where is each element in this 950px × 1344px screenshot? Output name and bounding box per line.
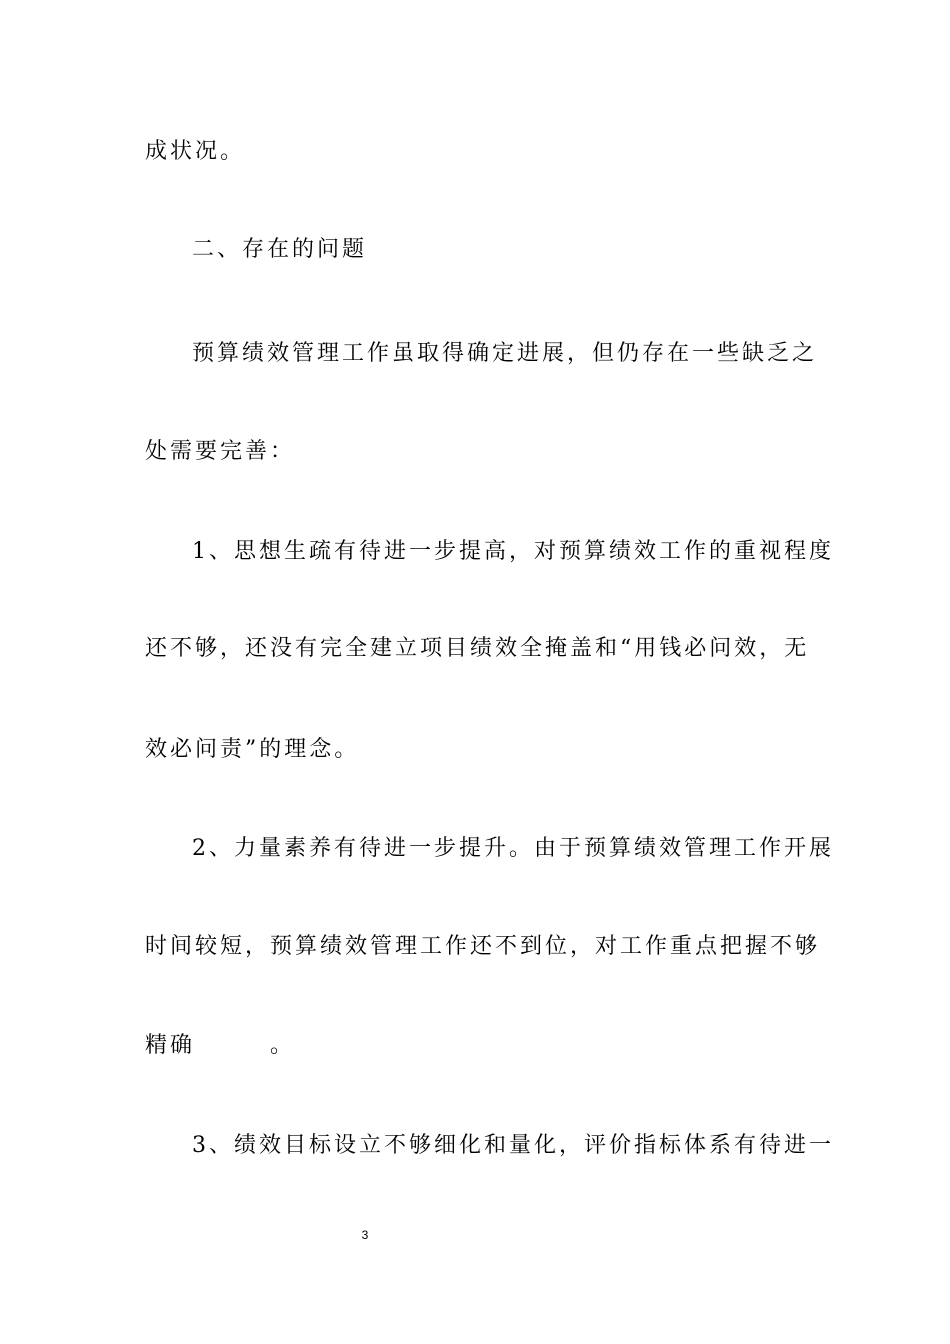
- page-number: 3: [361, 1228, 369, 1242]
- text-line: 3、绩效目标设立不够细化和量化，评价指标体系有待进一: [192, 1133, 834, 1158]
- text-line: 2、力量素养有待进一步提升。由于预算绩效管理工作开展: [192, 836, 834, 861]
- text-line: 处需要完善：: [145, 439, 296, 464]
- text-line: 效必问责”的理念。: [145, 737, 360, 762]
- text-line: 精确 。: [145, 1033, 296, 1058]
- text-line: 1、思想生疏有待进一步提高，对预算绩效工作的重视程度: [192, 539, 834, 564]
- section-heading: 二、存在的问题: [192, 237, 368, 262]
- text-line: 还不够，还没有完全建立项目绩效全掩盖和“用钱必问效，无: [145, 636, 810, 661]
- text-line: 成状况。: [145, 139, 246, 164]
- text-line: 时间较短，预算绩效管理工作还不到位，对工作重点把握不够: [145, 934, 821, 959]
- text-line: 预算绩效管理工作虽取得确定进展，但仍存在一些缺乏之: [192, 341, 818, 366]
